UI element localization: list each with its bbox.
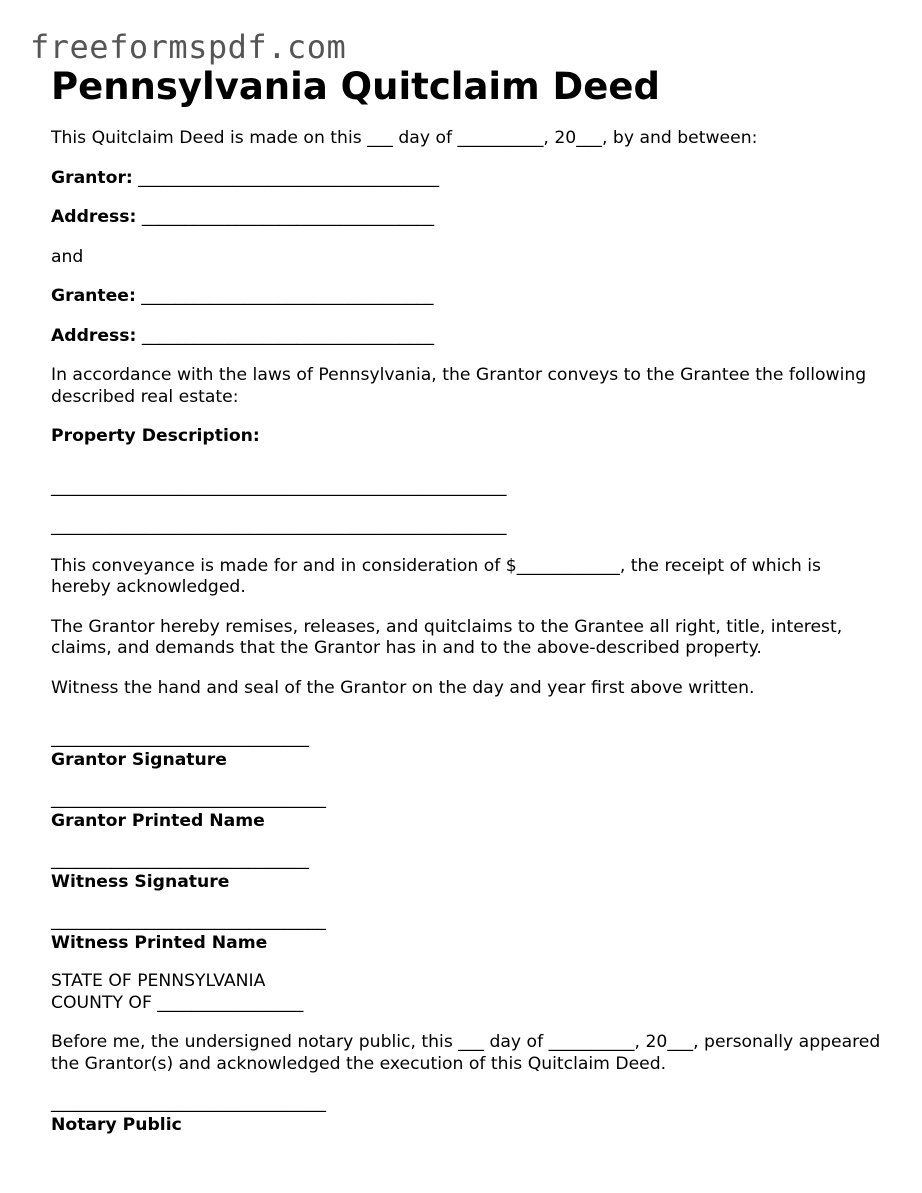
grantee-blank: __________________________________: [141, 286, 434, 306]
watermark-logo-text: freeformspdf.com: [30, 28, 347, 66]
notary-signature-line: ________________________________: [51, 1093, 326, 1113]
deed-document: [51, 62, 881, 1154]
grantor-signature-block: [51, 728, 881, 771]
property-description-label: Property Description:: [51, 426, 260, 446]
conveyance-paragraph: In accordance with the laws of Pennsylvania, the Grantor conveys to the Grantee the following described real estate:: [51, 365, 867, 407]
grantor-printed-name-line: ________________________________: [51, 789, 326, 809]
witness-printed-name-block: [51, 911, 881, 954]
witness-signature-line: ______________________________: [51, 850, 309, 870]
remise-paragraph: The Grantor hereby remises, releases, and quitclaims to the Grantee all right, title, interest, claims, and demands that the Grantor has in and to the above-described property.: [51, 616, 843, 658]
notary-public-label: Notary Public: [51, 1114, 182, 1135]
witness-printed-name-label: Witness Printed Name: [51, 932, 268, 953]
grantee-field: [51, 286, 881, 308]
state-line: STATE OF PENNSYLVANIA: [51, 971, 266, 991]
grantee-label: Grantee:: [51, 286, 136, 306]
grantee-address-label: Address:: [51, 325, 137, 346]
witness-paragraph: Witness the hand and seal of the Grantor on the day and year first above written.: [51, 677, 755, 698]
grantor-address-label: Address:: [51, 207, 137, 227]
grantor-address-field: [51, 207, 881, 229]
grantor-field: [51, 168, 881, 190]
property-description-line-1: _____________________________________________________: [51, 476, 507, 497]
grantee-address-field: [51, 326, 881, 348]
notary-signature-block: [51, 1093, 881, 1136]
grantor-signature-line: ______________________________: [51, 728, 309, 748]
grantor-signature-label: Grantor Signature: [51, 749, 227, 770]
notary-paragraph: Before me, the undersigned notary public, this ___ day of __________, 20___, personally appeared the Grantor(s) and acknowledged the execution of this Quitclaim Deed.: [51, 1032, 881, 1074]
grantor-address-blank: __________________________________: [141, 207, 435, 227]
document-title: Pennsylvania Quitclaim Deed: [51, 65, 660, 108]
witness-signature-block: [51, 850, 881, 893]
property-description-line-2: _____________________________________________________: [51, 516, 507, 536]
grantor-blank: ___________________________________: [138, 167, 440, 188]
grantor-label: Grantor:: [51, 167, 133, 188]
venue-block: [51, 971, 881, 1014]
grantor-printed-name-label: Grantor Printed Name: [51, 810, 265, 831]
witness-signature-label: Witness Signature: [51, 871, 230, 892]
grantor-printed-name-block: [51, 789, 881, 832]
intro-paragraph: This Quitclaim Deed is made on this ___ day of __________, 20___, by and between:: [51, 128, 758, 148]
witness-printed-name-line: ________________________________: [51, 911, 326, 931]
and-text: and: [51, 246, 84, 267]
grantee-address-blank: __________________________________: [141, 325, 435, 346]
consideration-paragraph: This conveyance is made for and in consideration of $____________, the receipt of which is hereby acknowledged.: [51, 555, 821, 597]
county-line: COUNTY OF _________________: [51, 992, 304, 1013]
